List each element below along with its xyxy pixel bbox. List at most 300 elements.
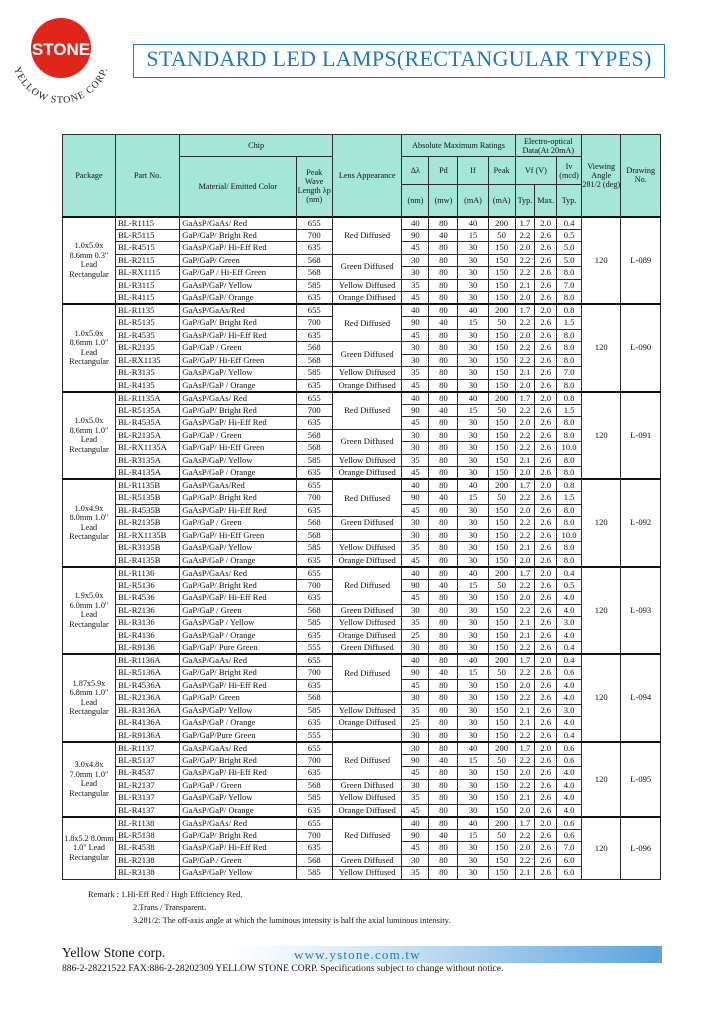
- delta-cell: 40: [402, 567, 429, 580]
- if-cell: 30: [458, 329, 488, 342]
- peak-cell: 200: [488, 392, 515, 405]
- material-cell: GaP/GaP/ Bright Red: [180, 492, 296, 505]
- if-cell: 40: [458, 567, 488, 580]
- table-row: [63, 704, 661, 717]
- pd-cell: 80: [429, 654, 458, 667]
- peak-cell: 150: [488, 842, 515, 855]
- peak-cell: 150: [488, 429, 515, 442]
- iv-cell: 0.8: [557, 392, 582, 405]
- material-cell: GaAsP/GaP/ Hi-Eff Red: [180, 504, 296, 517]
- table-row: [63, 454, 661, 467]
- vf-typ-cell: 2.1: [515, 367, 535, 380]
- material-cell: GaAsP/GaP / Orange: [180, 554, 296, 567]
- table-row: [63, 692, 661, 705]
- iv-cell: 8.0: [557, 417, 582, 430]
- iv-cell: 4.0: [557, 804, 582, 817]
- part-number-cell: BL-R2115: [115, 254, 179, 267]
- vf-typ-cell: 2.0: [515, 554, 535, 567]
- part-number-cell: BL-R3135A: [115, 454, 179, 467]
- delta-cell: 30: [402, 342, 429, 355]
- wavelength-cell: 655: [296, 742, 332, 755]
- peak-cell: 150: [488, 642, 515, 655]
- wavelength-cell: 655: [296, 304, 332, 317]
- table-row: [63, 217, 661, 230]
- vf-typ-cell: 2.0: [515, 767, 535, 780]
- material-cell: GaAsP/GaP/ Yellow: [180, 867, 296, 880]
- material-cell: GaAsP/GaP/ Hi-Eff Red: [180, 842, 296, 855]
- part-number-cell: BL-R3136A: [115, 704, 179, 717]
- remarks: [88, 888, 450, 927]
- table-row: [63, 304, 661, 317]
- part-number-cell: BL-R1136: [115, 567, 179, 580]
- part-number-cell: BL-R1138: [115, 817, 179, 830]
- pd-cell: 80: [429, 342, 458, 355]
- material-cell: GaP/GaP/ Hi-Eff Green: [180, 442, 296, 455]
- vf-typ-cell: 2.2: [515, 354, 535, 367]
- part-number-cell: BL-R4536: [115, 592, 179, 605]
- vf-typ-cell: 2.1: [515, 704, 535, 717]
- part-number-cell: BL-R5115: [115, 229, 179, 242]
- vf-max-cell: 2.6: [535, 292, 557, 305]
- table-row: [63, 604, 661, 617]
- wavelength-cell: 700: [296, 229, 332, 242]
- vf-max-cell: 2.6: [535, 442, 557, 455]
- lens-cell: Yellow Diffused: [332, 454, 402, 467]
- vf-max-cell: 2.0: [535, 567, 557, 580]
- iv-cell: 4.0: [557, 717, 582, 730]
- part-number-cell: BL-R4136A: [115, 717, 179, 730]
- vf-typ-cell: 2.2: [515, 429, 535, 442]
- pd-cell: 40: [429, 754, 458, 767]
- lens-cell: Yellow Diffused: [332, 792, 402, 805]
- package-cell: 1.0x5.0x 8.6mm 1.0" Lead Rectangular: [63, 392, 116, 480]
- vf-typ-cell: 2.0: [515, 379, 535, 392]
- wavelength-cell: 585: [296, 279, 332, 292]
- wavelength-cell: 568: [296, 692, 332, 705]
- iv-cell: 4.0: [557, 604, 582, 617]
- vf-max-cell: 2.6: [535, 454, 557, 467]
- if-cell: 15: [458, 492, 488, 505]
- wavelength-cell: 568: [296, 604, 332, 617]
- delta-cell: 45: [402, 504, 429, 517]
- lens-cell: Yellow Diffused: [332, 542, 402, 555]
- header-vf: Vf (V): [515, 157, 557, 185]
- peak-cell: 150: [488, 467, 515, 480]
- lens-cell: Orange Diffused: [332, 804, 402, 817]
- part-number-cell: BL-R4536A: [115, 679, 179, 692]
- peak-cell: 50: [488, 229, 515, 242]
- iv-cell: 4.0: [557, 629, 582, 642]
- vf-typ-cell: 2.2: [515, 404, 535, 417]
- delta-cell: 40: [402, 217, 429, 230]
- delta-cell: 30: [402, 729, 429, 742]
- part-number-cell: BL-R2135A: [115, 429, 179, 442]
- iv-cell: 8.0: [557, 329, 582, 342]
- peak-cell: 150: [488, 867, 515, 880]
- header-if-unit: (mA): [458, 185, 488, 217]
- table-row: [63, 642, 661, 655]
- delta-cell: 35: [402, 454, 429, 467]
- spec-table-body: [63, 217, 661, 880]
- vf-max-cell: 2.6: [535, 367, 557, 380]
- vf-typ-cell: 2.2: [515, 667, 535, 680]
- part-number-cell: BL-R9136: [115, 642, 179, 655]
- table-row: [63, 279, 661, 292]
- viewing-angle-cell: 120: [582, 479, 621, 567]
- vf-max-cell: 2.6: [535, 754, 557, 767]
- vf-max-cell: 2.6: [535, 329, 557, 342]
- header-abs-max: Absolute Maximum Ratings: [402, 135, 515, 157]
- iv-cell: 0.6: [557, 829, 582, 842]
- pd-cell: 80: [429, 242, 458, 255]
- drawing-cell: L-095: [621, 742, 661, 817]
- iv-cell: 0.6: [557, 742, 582, 755]
- wavelength-cell: 655: [296, 817, 332, 830]
- iv-cell: 0.6: [557, 667, 582, 680]
- part-number-cell: BL-R2135B: [115, 517, 179, 530]
- iv-cell: 7.0: [557, 842, 582, 855]
- material-cell: GaAsP/GaAs/ Red: [180, 567, 296, 580]
- vf-typ-cell: 2.0: [515, 329, 535, 342]
- delta-cell: 40: [402, 817, 429, 830]
- delta-cell: 30: [402, 642, 429, 655]
- part-number-cell: BL-R4535B: [115, 504, 179, 517]
- vf-max-cell: 2.6: [535, 579, 557, 592]
- if-cell: 40: [458, 817, 488, 830]
- pd-cell: 40: [429, 667, 458, 680]
- vf-typ-cell: 2.0: [515, 467, 535, 480]
- package-cell: 1.9x5.0x 6.0mm 1.0" Lead Rectangular: [63, 567, 116, 655]
- material-cell: GaAsP/GaP/ Orange: [180, 804, 296, 817]
- drawing-cell: L-093: [621, 567, 661, 655]
- pd-cell: 80: [429, 529, 458, 542]
- material-cell: GaAsP/GaP/ Hi-Eff Red: [180, 329, 296, 342]
- vf-typ-cell: 2.0: [515, 504, 535, 517]
- part-number-cell: BL-R5138: [115, 829, 179, 842]
- vf-typ-cell: 2.0: [515, 842, 535, 855]
- vf-typ-cell: 2.0: [515, 592, 535, 605]
- iv-cell: 3.0: [557, 617, 582, 630]
- pd-cell: 80: [429, 542, 458, 555]
- delta-cell: 30: [402, 267, 429, 280]
- wavelength-cell: 585: [296, 367, 332, 380]
- table-row: [63, 529, 661, 542]
- peak-cell: 150: [488, 367, 515, 380]
- peak-cell: 50: [488, 754, 515, 767]
- vf-typ-cell: 2.1: [515, 717, 535, 730]
- iv-cell: 8.0: [557, 342, 582, 355]
- if-cell: 30: [458, 692, 488, 705]
- drawing-cell: L-094: [621, 654, 661, 742]
- if-cell: 30: [458, 604, 488, 617]
- table-row: [63, 392, 661, 405]
- material-cell: GaAsP/GaP/ Yellow: [180, 792, 296, 805]
- material-cell: GaAsP/GaP/ Hi-Eff Red: [180, 417, 296, 430]
- wavelength-cell: 635: [296, 767, 332, 780]
- iv-cell: 8.0: [557, 292, 582, 305]
- wavelength-cell: 635: [296, 804, 332, 817]
- wavelength-cell: 585: [296, 867, 332, 880]
- peak-cell: 150: [488, 554, 515, 567]
- table-row: [63, 742, 661, 755]
- wavelength-cell: 635: [296, 717, 332, 730]
- peak-cell: 200: [488, 817, 515, 830]
- part-number-cell: BL-R1115: [115, 217, 179, 230]
- peak-cell: 150: [488, 679, 515, 692]
- pd-cell: 80: [429, 679, 458, 692]
- material-cell: GaAsP/GaP/ Orange: [180, 292, 296, 305]
- part-number-cell: BL-R4535: [115, 329, 179, 342]
- pd-cell: 80: [429, 217, 458, 230]
- material-cell: GaAsP/GaAs/ Red: [180, 217, 296, 230]
- peak-cell: 200: [488, 654, 515, 667]
- delta-cell: 90: [402, 229, 429, 242]
- iv-cell: 4.0: [557, 692, 582, 705]
- vf-typ-cell: 1.7: [515, 567, 535, 580]
- peak-cell: 150: [488, 242, 515, 255]
- part-number-cell: BL-R2136: [115, 604, 179, 617]
- vf-typ-cell: 2.2: [515, 779, 535, 792]
- vf-max-cell: 2.6: [535, 379, 557, 392]
- vf-max-cell: 2.6: [535, 317, 557, 330]
- table-row: [63, 542, 661, 555]
- header-material: Material/ Emitted Color: [180, 157, 296, 217]
- vf-typ-cell: 2.1: [515, 629, 535, 642]
- vf-max-cell: 2.6: [535, 542, 557, 555]
- vf-typ-cell: 2.2: [515, 754, 535, 767]
- if-cell: 30: [458, 454, 488, 467]
- vf-typ-cell: 2.2: [515, 229, 535, 242]
- delta-cell: 45: [402, 242, 429, 255]
- lens-cell: Green Diffused: [332, 429, 402, 454]
- vf-max-cell: 2.6: [535, 267, 557, 280]
- iv-cell: 0.5: [557, 579, 582, 592]
- material-cell: GaP/GaP / Green: [180, 342, 296, 355]
- iv-cell: 5.0: [557, 242, 582, 255]
- spec-table: [62, 134, 661, 880]
- material-cell: GaP/GaP/ Bright Red: [180, 579, 296, 592]
- material-cell: GaP/GaP / Green: [180, 854, 296, 867]
- delta-cell: 90: [402, 754, 429, 767]
- vf-max-cell: 2.6: [535, 792, 557, 805]
- lens-cell: Yellow Diffused: [332, 279, 402, 292]
- wavelength-cell: 568: [296, 517, 332, 530]
- material-cell: GaP/GaP/ Bright Red: [180, 317, 296, 330]
- logo-word: STONE: [31, 40, 91, 59]
- part-number-cell: BL-R3137: [115, 792, 179, 805]
- wavelength-cell: 655: [296, 479, 332, 492]
- lens-cell: Red Diffused: [332, 217, 402, 255]
- footer-url[interactable]: www.ystone.com.tw: [294, 947, 421, 962]
- lens-cell: Red Diffused: [332, 567, 402, 605]
- part-number-cell: BL-R9136A: [115, 729, 179, 742]
- peak-cell: 200: [488, 217, 515, 230]
- wavelength-cell: 700: [296, 754, 332, 767]
- wavelength-cell: 655: [296, 654, 332, 667]
- delta-cell: 45: [402, 679, 429, 692]
- vf-typ-cell: 1.7: [515, 392, 535, 405]
- vf-max-cell: 2.0: [535, 392, 557, 405]
- title-bar: [133, 44, 665, 78]
- pd-cell: 80: [429, 329, 458, 342]
- drawing-cell: L-090: [621, 304, 661, 392]
- pd-cell: 40: [429, 229, 458, 242]
- footer-company: Yellow Stone corp.: [62, 945, 166, 960]
- material-cell: GaP/GaP/ Hi-Eff Green: [180, 354, 296, 367]
- delta-cell: 25: [402, 629, 429, 642]
- package-cell: 1.0x5.0x 8.6mm 1.0" Lead Rectangular: [63, 304, 116, 392]
- peak-cell: 150: [488, 617, 515, 630]
- wavelength-cell: 635: [296, 329, 332, 342]
- vf-max-cell: 2.6: [535, 429, 557, 442]
- vf-max-cell: 2.6: [535, 679, 557, 692]
- pd-cell: 80: [429, 279, 458, 292]
- peak-cell: 150: [488, 254, 515, 267]
- peak-cell: 150: [488, 529, 515, 542]
- vf-typ-cell: 2.2: [515, 579, 535, 592]
- lens-cell: Yellow Diffused: [332, 367, 402, 380]
- package-cell: 1.0x5.0x 8.6mm 0.3" Lead Rectangular: [63, 217, 116, 305]
- vf-max-cell: 2.6: [535, 829, 557, 842]
- peak-cell: 150: [488, 604, 515, 617]
- wavelength-cell: 635: [296, 379, 332, 392]
- iv-cell: 8.0: [557, 517, 582, 530]
- footer-url-bar: [232, 946, 662, 963]
- delta-cell: 30: [402, 692, 429, 705]
- lens-cell: Orange Diffused: [332, 292, 402, 305]
- wavelength-cell: 568: [296, 254, 332, 267]
- delta-cell: 35: [402, 792, 429, 805]
- table-row: [63, 854, 661, 867]
- vf-typ-cell: 2.2: [515, 317, 535, 330]
- lens-cell: Orange Diffused: [332, 467, 402, 480]
- wavelength-cell: 635: [296, 467, 332, 480]
- if-cell: 40: [458, 742, 488, 755]
- pd-cell: 80: [429, 442, 458, 455]
- iv-cell: 3.0: [557, 704, 582, 717]
- vf-max-cell: 2.6: [535, 629, 557, 642]
- viewing-angle-cell: 120: [582, 567, 621, 655]
- iv-cell: 4.0: [557, 592, 582, 605]
- delta-cell: 45: [402, 417, 429, 430]
- header-iv-typ: Typ.: [557, 185, 582, 217]
- header-peak-unit: (mA): [488, 185, 515, 217]
- vf-typ-cell: 2.2: [515, 342, 535, 355]
- if-cell: 30: [458, 804, 488, 817]
- table-row: [63, 729, 661, 742]
- peak-cell: 150: [488, 779, 515, 792]
- peak-cell: 50: [488, 404, 515, 417]
- wavelength-cell: 585: [296, 617, 332, 630]
- iv-cell: 0.5: [557, 229, 582, 242]
- delta-cell: 30: [402, 442, 429, 455]
- delta-cell: 45: [402, 592, 429, 605]
- drawing-cell: L-091: [621, 392, 661, 480]
- pd-cell: 80: [429, 367, 458, 380]
- part-number-cell: BL-R4115: [115, 292, 179, 305]
- vf-max-cell: 2.6: [535, 804, 557, 817]
- viewing-angle-cell: 120: [582, 392, 621, 480]
- pd-cell: 80: [429, 767, 458, 780]
- peak-cell: 150: [488, 292, 515, 305]
- wavelength-cell: 700: [296, 492, 332, 505]
- pd-cell: 40: [429, 492, 458, 505]
- material-cell: GaAsP/GaAs/Red: [180, 304, 296, 317]
- peak-cell: 150: [488, 504, 515, 517]
- if-cell: 30: [458, 717, 488, 730]
- if-cell: 30: [458, 417, 488, 430]
- material-cell: GaP/GaP/ Bright Red: [180, 229, 296, 242]
- vf-typ-cell: 2.2: [515, 492, 535, 505]
- material-cell: GaAsP/GaP/ Hi-Eff Red: [180, 592, 296, 605]
- lens-cell: Green Diffused: [332, 642, 402, 655]
- material-cell: GaP/GaP/ Hi-Eff Green: [180, 529, 296, 542]
- iv-cell: 0.4: [557, 729, 582, 742]
- iv-cell: 0.4: [557, 217, 582, 230]
- pd-cell: 80: [429, 292, 458, 305]
- page-title: STANDARD LED LAMPS(RECTANGULAR TYPES): [146, 46, 652, 71]
- pd-cell: 80: [429, 567, 458, 580]
- table-row: [63, 467, 661, 480]
- remark-line-1: [88, 888, 450, 901]
- material-cell: GaAsP/GaP/ Yellow: [180, 279, 296, 292]
- iv-cell: 10.0: [557, 529, 582, 542]
- wavelength-cell: 585: [296, 704, 332, 717]
- company-logo: [2, 6, 120, 104]
- vf-typ-cell: 2.1: [515, 792, 535, 805]
- iv-cell: 8.0: [557, 554, 582, 567]
- wavelength-cell: 568: [296, 442, 332, 455]
- part-number-cell: BL-R4515: [115, 242, 179, 255]
- if-cell: 30: [458, 617, 488, 630]
- material-cell: GaAsP/GaP/ Yellow: [180, 367, 296, 380]
- pd-cell: 80: [429, 554, 458, 567]
- table-row: [63, 867, 661, 880]
- vf-typ-cell: 2.2: [515, 854, 535, 867]
- viewing-angle-cell: 120: [582, 742, 621, 817]
- peak-cell: 150: [488, 592, 515, 605]
- lens-cell: Green Diffused: [332, 342, 402, 367]
- vf-max-cell: 2.6: [535, 342, 557, 355]
- table-row: [63, 629, 661, 642]
- delta-cell: 35: [402, 279, 429, 292]
- peak-cell: 150: [488, 329, 515, 342]
- material-cell: GaP/GaP/ Bright Red: [180, 667, 296, 680]
- if-cell: 30: [458, 354, 488, 367]
- material-cell: GaAsP/GaP/ Yellow: [180, 454, 296, 467]
- iv-cell: 5.0: [557, 254, 582, 267]
- header-iv: Iv (mcd): [557, 157, 582, 185]
- vf-max-cell: 2.6: [535, 854, 557, 867]
- drawing-cell: L-092: [621, 479, 661, 567]
- delta-cell: 90: [402, 492, 429, 505]
- vf-max-cell: 2.6: [535, 842, 557, 855]
- wavelength-cell: 635: [296, 629, 332, 642]
- material-cell: GaP/GaP / Green: [180, 604, 296, 617]
- pd-cell: 80: [429, 304, 458, 317]
- lens-cell: Red Diffused: [332, 392, 402, 430]
- if-cell: 30: [458, 342, 488, 355]
- pd-cell: 80: [429, 717, 458, 730]
- viewing-angle-cell: 120: [582, 304, 621, 392]
- delta-cell: 35: [402, 617, 429, 630]
- header-vf-typ: Typ.: [515, 185, 535, 217]
- lens-cell: Orange Diffused: [332, 629, 402, 642]
- lens-cell: Orange Diffused: [332, 379, 402, 392]
- wavelength-cell: 555: [296, 729, 332, 742]
- if-cell: 15: [458, 829, 488, 842]
- vf-typ-cell: 2.1: [515, 542, 535, 555]
